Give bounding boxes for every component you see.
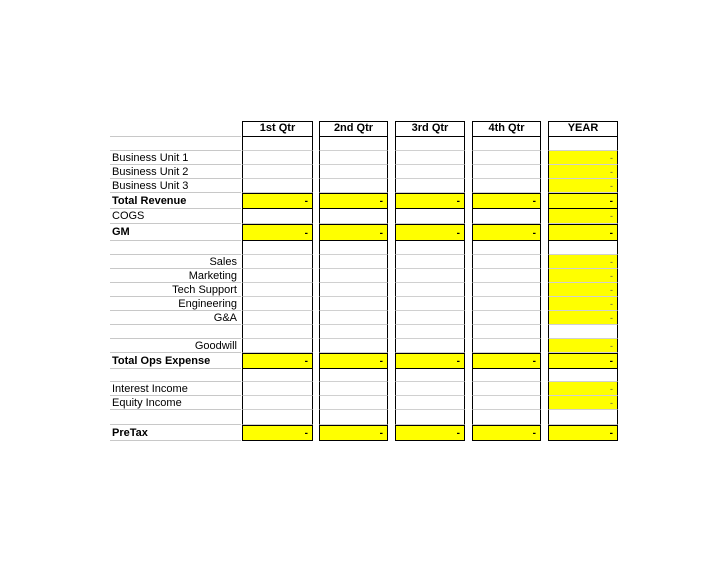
row-label[interactable]: Business Unit 3: [110, 179, 241, 193]
column-header[interactable]: YEAR: [548, 121, 618, 137]
table-row: [110, 209, 618, 224]
quarter-cell[interactable]: -: [395, 425, 465, 441]
year-cell[interactable]: [548, 410, 618, 425]
quarter-cell[interactable]: [242, 410, 313, 425]
column-header[interactable]: 3rd Qtr: [395, 121, 465, 137]
quarter-cell[interactable]: -: [472, 224, 541, 241]
quarter-cell[interactable]: [472, 339, 541, 353]
column-header[interactable]: 1st Qtr: [242, 121, 313, 137]
quarter-cell[interactable]: [395, 179, 465, 193]
quarter-cell[interactable]: -: [472, 425, 541, 441]
column-bottom-border: [472, 440, 541, 441]
quarter-cell[interactable]: [319, 209, 388, 224]
quarter-cell[interactable]: [242, 165, 313, 179]
year-cell[interactable]: -: [548, 224, 618, 241]
quarter-cell[interactable]: [242, 269, 313, 283]
quarter-cell[interactable]: -: [319, 224, 388, 241]
row-label[interactable]: [110, 137, 241, 151]
quarter-cell[interactable]: [319, 382, 388, 396]
quarter-cell[interactable]: -: [395, 193, 465, 209]
row-label[interactable]: Engineering: [110, 297, 241, 311]
year-cell[interactable]: -: [548, 396, 618, 410]
quarter-cell[interactable]: [319, 396, 388, 410]
year-cell[interactable]: -: [548, 283, 618, 297]
year-cell[interactable]: -: [548, 311, 618, 325]
row-label[interactable]: [110, 369, 241, 382]
row-label[interactable]: G&A: [110, 311, 241, 325]
quarter-cell[interactable]: [319, 137, 388, 151]
quarter-cell[interactable]: [395, 269, 465, 283]
quarter-cell[interactable]: [242, 311, 313, 325]
quarter-cell[interactable]: [319, 311, 388, 325]
quarter-cell[interactable]: [472, 369, 541, 382]
table-row: [110, 179, 618, 193]
row-label[interactable]: GM: [110, 224, 241, 241]
table-row: [110, 410, 618, 425]
quarter-cell[interactable]: -: [319, 353, 388, 369]
row-label[interactable]: PreTax: [110, 425, 241, 441]
quarter-cell[interactable]: [395, 382, 465, 396]
year-cell[interactable]: -: [548, 382, 618, 396]
quarter-cell[interactable]: [242, 137, 313, 151]
quarter-cell[interactable]: [395, 325, 465, 339]
column-bottom-border: [395, 440, 465, 441]
quarter-cell[interactable]: [242, 209, 313, 224]
row-label[interactable]: [110, 325, 241, 339]
quarter-cell[interactable]: [242, 255, 313, 269]
table-row: [110, 425, 618, 441]
row-label[interactable]: COGS: [110, 209, 241, 224]
table-row: [110, 151, 618, 165]
row-label[interactable]: Total Revenue: [110, 193, 241, 209]
year-cell[interactable]: [548, 369, 618, 382]
row-label[interactable]: Interest Income: [110, 382, 241, 396]
table-row: [110, 311, 618, 325]
quarter-cell[interactable]: [319, 297, 388, 311]
table-row: [110, 193, 618, 209]
quarter-cell[interactable]: [395, 137, 465, 151]
quarter-cell[interactable]: -: [242, 425, 313, 441]
table-row: [110, 137, 618, 151]
quarter-cell[interactable]: [395, 165, 465, 179]
year-cell[interactable]: -: [548, 179, 618, 193]
table-row: [110, 297, 618, 311]
year-cell[interactable]: -: [548, 193, 618, 209]
row-label[interactable]: Tech Support: [110, 283, 241, 297]
quarter-cell[interactable]: [242, 241, 313, 255]
quarter-cell[interactable]: [319, 241, 388, 255]
row-label[interactable]: Total Ops Expense: [110, 353, 241, 369]
table-row: [110, 396, 618, 410]
year-cell[interactable]: [548, 241, 618, 255]
table-row: [110, 339, 618, 353]
row-label[interactable]: Sales: [110, 255, 241, 269]
quarter-cell[interactable]: [319, 255, 388, 269]
year-cell[interactable]: -: [548, 425, 618, 441]
quarter-cell[interactable]: [395, 369, 465, 382]
quarter-cell[interactable]: [242, 283, 313, 297]
quarter-cell[interactable]: [472, 311, 541, 325]
quarter-cell[interactable]: [395, 241, 465, 255]
year-cell[interactable]: -: [548, 297, 618, 311]
year-cell[interactable]: -: [548, 353, 618, 369]
row-label[interactable]: Equity Income: [110, 396, 241, 410]
quarter-cell[interactable]: [472, 283, 541, 297]
quarter-cell[interactable]: [242, 297, 313, 311]
quarter-cell[interactable]: [472, 241, 541, 255]
column-header[interactable]: 4th Qtr: [472, 121, 541, 137]
column-bottom-border: [242, 440, 313, 441]
quarter-cell[interactable]: [319, 369, 388, 382]
quarter-cell[interactable]: [395, 151, 465, 165]
quarter-cell[interactable]: [472, 151, 541, 165]
quarter-cell[interactable]: [319, 179, 388, 193]
quarter-cell[interactable]: [242, 382, 313, 396]
quarter-cell[interactable]: [395, 339, 465, 353]
year-cell[interactable]: -: [548, 255, 618, 269]
quarter-cell[interactable]: -: [395, 224, 465, 241]
quarter-cell[interactable]: [472, 165, 541, 179]
quarter-cell[interactable]: [319, 410, 388, 425]
quarter-cell[interactable]: [319, 325, 388, 339]
year-cell[interactable]: -: [548, 165, 618, 179]
quarter-cell[interactable]: -: [242, 224, 313, 241]
quarter-cell[interactable]: -: [242, 353, 313, 369]
quarter-cell[interactable]: [319, 165, 388, 179]
quarter-cell[interactable]: [472, 255, 541, 269]
table-row: [110, 241, 618, 255]
quarter-cell[interactable]: [472, 209, 541, 224]
quarter-cell[interactable]: [395, 209, 465, 224]
quarter-cell[interactable]: [472, 382, 541, 396]
table-row: [110, 165, 618, 179]
table-row: [110, 369, 618, 382]
table-row: [110, 269, 618, 283]
row-label[interactable]: Business Unit 2: [110, 165, 241, 179]
column-header[interactable]: 2nd Qtr: [319, 121, 388, 137]
table-row: [110, 224, 618, 241]
quarter-cell[interactable]: [395, 283, 465, 297]
year-cell[interactable]: [548, 137, 618, 151]
quarter-cell[interactable]: [395, 255, 465, 269]
quarter-cell[interactable]: -: [472, 353, 541, 369]
column-bottom-border: [319, 440, 388, 441]
quarter-cell[interactable]: [242, 396, 313, 410]
quarter-cell[interactable]: [242, 369, 313, 382]
quarter-cell[interactable]: -: [319, 193, 388, 209]
quarter-cell[interactable]: [319, 339, 388, 353]
row-label[interactable]: [110, 241, 241, 255]
quarter-cell[interactable]: -: [242, 193, 313, 209]
year-cell[interactable]: -: [548, 339, 618, 353]
quarter-cell[interactable]: [395, 297, 465, 311]
quarter-cell[interactable]: [472, 297, 541, 311]
quarter-cell[interactable]: [242, 151, 313, 165]
quarter-cell[interactable]: [319, 283, 388, 297]
quarter-cell[interactable]: [395, 311, 465, 325]
header-label-cell[interactable]: [110, 121, 241, 137]
table-row: [110, 382, 618, 396]
table-row: [110, 325, 618, 339]
quarter-cell[interactable]: [472, 137, 541, 151]
quarter-cell[interactable]: [395, 410, 465, 425]
column-bottom-border: [548, 440, 618, 441]
quarter-cell[interactable]: [472, 410, 541, 425]
table-row: [110, 283, 618, 297]
table-row: [110, 353, 618, 369]
quarter-cell[interactable]: -: [395, 353, 465, 369]
quarter-cell[interactable]: [472, 396, 541, 410]
budget-spreadsheet: [110, 121, 618, 441]
quarter-cell[interactable]: [319, 269, 388, 283]
year-cell[interactable]: -: [548, 269, 618, 283]
quarter-cell[interactable]: [472, 269, 541, 283]
row-label[interactable]: Business Unit 1: [110, 151, 241, 165]
quarter-cell[interactable]: [242, 325, 313, 339]
quarter-cell[interactable]: [242, 179, 313, 193]
year-cell[interactable]: -: [548, 209, 618, 224]
quarter-cell[interactable]: [472, 179, 541, 193]
quarter-cell[interactable]: -: [319, 425, 388, 441]
row-label[interactable]: Marketing: [110, 269, 241, 283]
quarter-cell[interactable]: [319, 151, 388, 165]
quarter-cell[interactable]: [395, 396, 465, 410]
quarter-cell[interactable]: [242, 339, 313, 353]
row-label[interactable]: [110, 410, 241, 425]
year-cell[interactable]: [548, 325, 618, 339]
header-row: [110, 121, 618, 137]
quarter-cell[interactable]: -: [472, 193, 541, 209]
year-cell[interactable]: -: [548, 151, 618, 165]
row-label[interactable]: Goodwill: [110, 339, 241, 353]
quarter-cell[interactable]: [472, 325, 541, 339]
table-row: [110, 255, 618, 269]
